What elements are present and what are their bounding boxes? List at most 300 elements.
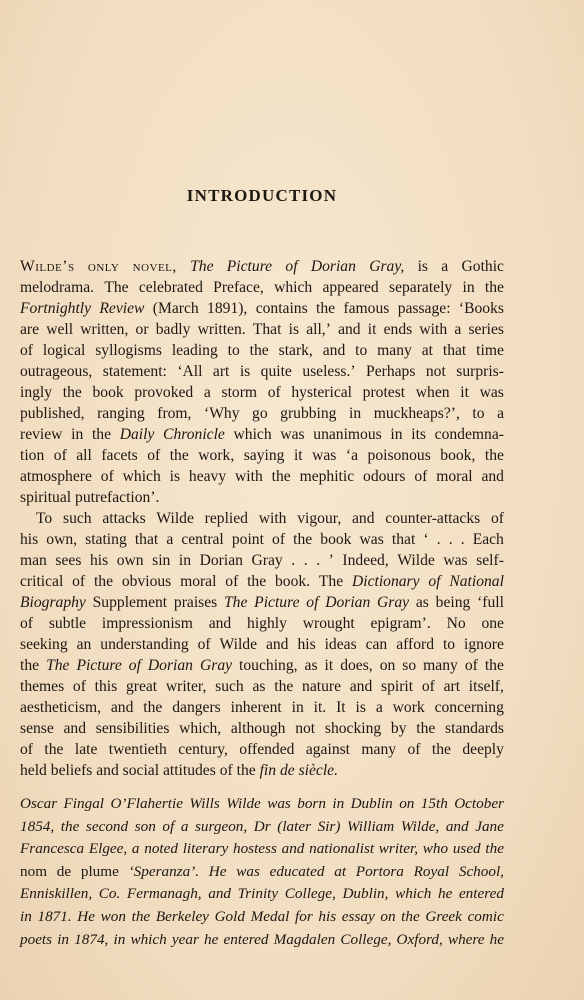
word: it — [293, 447, 303, 464]
word: Wilde — [397, 552, 435, 569]
text-line — [20, 340, 504, 361]
word: that — [134, 531, 159, 548]
word: the — [60, 817, 80, 835]
word: moral — [436, 468, 473, 485]
word: by — [390, 720, 407, 737]
word: College, — [340, 930, 392, 948]
word: essay — [341, 907, 375, 925]
word: subtle — [48, 615, 87, 632]
word: tion — [20, 447, 45, 464]
word: for — [295, 907, 313, 925]
word: Review — [99, 300, 145, 317]
word: He — [208, 862, 227, 880]
word: ingly — [20, 384, 53, 401]
word: ignore — [464, 636, 504, 653]
word: and — [208, 615, 232, 632]
text-line — [20, 298, 504, 319]
word: the — [20, 657, 40, 674]
word: Gothic — [461, 258, 504, 275]
word: its — [411, 426, 426, 443]
word: all — [76, 447, 92, 464]
word: in — [390, 426, 403, 443]
word: go — [252, 405, 268, 422]
word: Trinity — [237, 885, 279, 903]
word: many — [377, 342, 412, 359]
word: and — [208, 885, 231, 903]
word: sensibilities — [95, 720, 170, 737]
word: the — [293, 531, 313, 548]
word: twentieth — [108, 741, 167, 758]
text-line — [20, 445, 504, 466]
word: Fingal — [63, 795, 105, 812]
word: concerning — [434, 699, 504, 716]
word: standards — [445, 720, 504, 737]
text-line — [20, 529, 504, 550]
word: is — [355, 699, 366, 716]
word: That — [252, 321, 282, 338]
word: Gray — [199, 657, 233, 674]
word: poets — [20, 930, 53, 948]
word: all,’ — [306, 321, 331, 338]
word: The — [104, 279, 129, 296]
word: de — [279, 762, 295, 779]
word: the — [485, 840, 504, 858]
word: Magdalen — [273, 930, 336, 948]
word: being — [435, 594, 471, 611]
word: statement: — [102, 363, 167, 380]
word: odours — [363, 468, 406, 485]
word: . — [460, 531, 465, 548]
word: of — [197, 636, 211, 653]
word: it — [324, 657, 334, 674]
word: second — [85, 817, 129, 835]
word: (March — [152, 300, 199, 317]
word: when — [415, 384, 450, 401]
word: The — [190, 258, 214, 275]
word: The — [224, 594, 248, 611]
word: itself, — [468, 678, 504, 695]
word: is — [417, 258, 428, 275]
word: of — [464, 657, 478, 674]
word: Gray, — [369, 258, 405, 275]
word: book — [92, 384, 124, 401]
word: Portora — [355, 862, 404, 880]
word: sense — [20, 720, 54, 737]
word: Sir) — [317, 817, 341, 835]
word: Co. — [98, 885, 121, 903]
word: Elgee, — [88, 840, 128, 858]
word: siècle. — [298, 762, 338, 779]
word: from, — [157, 405, 192, 422]
word: Gray — [251, 552, 283, 569]
text-line — [20, 508, 504, 529]
word: Dorian — [147, 657, 193, 674]
word: famous — [343, 300, 390, 317]
word: sees — [55, 552, 82, 569]
word: the — [62, 384, 82, 401]
word: outrageous, — [20, 363, 93, 380]
word: against — [305, 741, 351, 758]
word: a — [166, 531, 174, 548]
word: which — [233, 426, 272, 443]
word: the — [271, 468, 291, 485]
word: badly — [155, 321, 191, 338]
word: spirit — [381, 678, 414, 695]
word: with — [235, 468, 263, 485]
word: counter-attacks — [385, 510, 481, 527]
word: the — [247, 573, 267, 590]
word: 1891), — [207, 300, 248, 317]
word: work — [392, 699, 425, 716]
word: great — [125, 678, 158, 695]
word: critical — [20, 573, 64, 590]
word: replied — [204, 510, 248, 527]
word: O’Flahertie — [110, 795, 183, 812]
text-line — [20, 838, 504, 861]
text-line — [20, 676, 504, 697]
word: Each — [472, 531, 504, 548]
word: seeking — [20, 636, 68, 653]
text-line — [20, 319, 504, 340]
word: appeared — [322, 279, 379, 296]
word: to — [442, 636, 456, 653]
text-line — [20, 816, 504, 839]
word: and — [352, 510, 375, 527]
word: he — [437, 885, 453, 903]
word: provoked — [134, 384, 194, 401]
word: nom — [20, 862, 48, 880]
word: . — [448, 531, 453, 548]
word: of — [162, 817, 175, 835]
paragraph-2 — [20, 508, 504, 781]
word: Dr — [253, 817, 271, 835]
word: the — [484, 279, 504, 296]
word: surpris- — [456, 363, 504, 380]
word: the — [401, 907, 420, 925]
word: noted — [144, 840, 178, 858]
author-biography — [20, 793, 504, 951]
word: Dublin — [350, 795, 393, 812]
word: ‘a — [345, 447, 359, 464]
word: Picture — [254, 594, 300, 611]
word: Oxford, — [396, 930, 443, 948]
word: to — [227, 342, 240, 359]
word: plume — [80, 862, 119, 880]
word: Dictionary — [351, 573, 420, 590]
word: such — [215, 678, 244, 695]
word: the — [249, 342, 269, 359]
word: Enniskillen, — [20, 885, 93, 903]
word: series — [468, 321, 504, 338]
word: ‘All — [177, 363, 203, 380]
word: on — [399, 795, 415, 812]
word: Gold — [214, 907, 245, 925]
word: The — [318, 573, 344, 590]
word: he — [204, 930, 219, 948]
word: Dorian — [199, 552, 243, 569]
word: work, — [198, 447, 235, 464]
text-line — [20, 718, 504, 739]
word: October — [454, 795, 504, 812]
word: of — [20, 741, 33, 758]
word: as — [304, 657, 318, 674]
text-line — [20, 466, 504, 487]
word: Wilde — [219, 636, 258, 653]
word: Perhaps — [366, 363, 416, 380]
paragraph-1 — [20, 256, 504, 508]
word: of — [225, 573, 239, 590]
word: highly — [247, 615, 287, 632]
word: literary — [182, 840, 229, 858]
word: ends — [383, 321, 413, 338]
word: in — [113, 930, 126, 948]
word: ‘Speranza’. — [128, 862, 200, 880]
word: attacks — [102, 510, 146, 527]
word: the — [316, 300, 336, 317]
word: hostess — [232, 840, 277, 858]
word: stark, — [278, 342, 313, 359]
word: which, — [179, 720, 222, 737]
word: Indeed, — [342, 552, 389, 569]
word: To — [36, 510, 53, 527]
word: at — [421, 342, 433, 359]
word: was — [236, 862, 260, 880]
word: muckheaps?’, — [373, 405, 460, 422]
word: of — [267, 384, 281, 401]
word: can — [365, 636, 388, 653]
word: . — [303, 552, 308, 569]
word: He — [77, 907, 95, 925]
word: and — [338, 321, 361, 338]
word: Greek — [425, 907, 462, 925]
text-line — [20, 613, 504, 634]
word: the — [44, 741, 64, 758]
word: Dorian — [325, 594, 371, 611]
word: he — [489, 930, 504, 948]
word: ‘ — [423, 531, 429, 548]
word: themes — [20, 678, 65, 695]
text-line — [20, 906, 504, 929]
word: Berkeley — [155, 907, 209, 925]
space — [159, 487, 163, 508]
word: of — [20, 342, 33, 359]
word: on — [379, 657, 396, 674]
word: Royal — [413, 862, 450, 880]
word: . — [316, 552, 321, 569]
word: understanding — [100, 636, 189, 653]
word: a — [375, 699, 383, 716]
word: it — [367, 321, 377, 338]
word: a — [131, 840, 140, 858]
intro-body — [20, 256, 504, 781]
word: it — [460, 384, 469, 401]
word: ‘Books — [458, 300, 504, 317]
word: School, — [458, 862, 504, 880]
word: the — [131, 907, 151, 925]
word: this — [94, 678, 118, 695]
word: the — [431, 741, 451, 758]
word: Biography — [20, 594, 86, 611]
word: his — [89, 552, 109, 569]
word: book, — [440, 447, 476, 464]
word: or — [135, 321, 149, 338]
word: and — [322, 342, 346, 359]
word: vigour, — [297, 510, 342, 527]
text-line — [20, 256, 504, 277]
word: the — [143, 699, 163, 716]
word: ranging — [97, 405, 145, 422]
word: well — [46, 321, 74, 338]
word: comic — [467, 907, 504, 925]
word: offended — [239, 741, 295, 758]
word: the — [91, 426, 112, 443]
word: condemna- — [434, 426, 504, 443]
word: of — [414, 468, 428, 485]
text-line — [20, 883, 504, 906]
word: in — [462, 279, 475, 296]
word: putrefaction’. — [75, 489, 160, 506]
text-line — [20, 655, 504, 676]
text-line — [20, 739, 504, 760]
word: of — [421, 678, 435, 695]
word: his — [20, 531, 39, 548]
word: Wilde, — [400, 817, 440, 835]
text-line — [20, 929, 504, 952]
word: nature — [302, 678, 342, 695]
word: fin — [259, 762, 277, 779]
word: a — [203, 384, 211, 401]
book-page — [20, 0, 504, 1000]
word: Supplement — [92, 594, 168, 611]
word: ideas — [324, 636, 357, 653]
word: passage: — [397, 300, 451, 317]
word: such — [63, 510, 92, 527]
word: it. — [313, 699, 327, 716]
word: moral — [180, 573, 217, 590]
word: time — [476, 342, 504, 359]
word: published, — [20, 405, 85, 422]
text-line — [20, 592, 504, 613]
word: It — [336, 699, 346, 716]
word: and — [265, 636, 289, 653]
word: impressionism — [101, 615, 193, 632]
word: useless.’ — [302, 363, 356, 380]
word: that — [391, 531, 416, 548]
word: storm — [221, 384, 258, 401]
word: of — [490, 510, 504, 527]
word: in — [178, 552, 192, 569]
word: poisonous — [367, 447, 431, 464]
word: inherent — [230, 699, 282, 716]
word: self- — [476, 552, 504, 569]
text-line — [20, 571, 504, 592]
word: a — [441, 258, 449, 275]
word: of — [285, 258, 298, 275]
word: in — [332, 795, 345, 812]
word: touching, — [239, 657, 298, 674]
word: Preface, — [213, 279, 264, 296]
word: stating — [85, 531, 127, 548]
word: (later — [277, 817, 312, 835]
word: Picture — [226, 258, 273, 275]
word: in — [20, 907, 32, 925]
word: melodrama. — [20, 279, 95, 296]
word: shocking — [324, 720, 382, 737]
word: a — [497, 405, 504, 422]
word: and — [281, 840, 305, 858]
word: is — [288, 321, 300, 338]
word: of — [407, 741, 421, 758]
word: the — [93, 573, 114, 590]
word: the — [236, 762, 256, 779]
word: that — [442, 342, 467, 359]
word: man — [20, 552, 47, 569]
word: the — [169, 447, 189, 464]
word: Fortnightly — [20, 300, 92, 317]
word: entered — [223, 930, 269, 948]
word: are — [20, 321, 40, 338]
word: Francesca — [20, 840, 85, 858]
word: in — [57, 930, 70, 948]
word: nationalist — [309, 840, 375, 858]
word: Dublin, — [342, 885, 389, 903]
word: . — [436, 531, 441, 548]
word: writer, — [165, 678, 207, 695]
word: of — [219, 762, 233, 779]
word: atmosphere — [20, 468, 92, 485]
word: of — [428, 573, 441, 590]
word: although — [230, 720, 286, 737]
word: separately — [389, 279, 453, 296]
word: not — [425, 363, 446, 380]
word: own — [116, 552, 144, 569]
word: social — [122, 762, 160, 779]
text-line — [20, 403, 504, 424]
word: a — [454, 321, 462, 338]
text-line — [20, 634, 504, 655]
word: Daily — [119, 426, 155, 443]
word: ’ — [328, 552, 334, 569]
word: attitudes — [162, 762, 216, 779]
word: born — [297, 795, 326, 812]
word: an — [76, 636, 92, 653]
word: the — [484, 657, 504, 674]
word: does, — [340, 657, 373, 674]
word: Jane — [475, 817, 504, 835]
word: 15th — [420, 795, 448, 812]
word: year — [171, 930, 199, 948]
word: ‘Why — [204, 405, 240, 422]
word: with — [419, 321, 448, 338]
word: Medal — [250, 907, 290, 925]
word: obvious — [121, 573, 172, 590]
word: where — [447, 930, 485, 948]
word: used — [452, 840, 481, 858]
word: and — [110, 699, 134, 716]
text-line — [20, 760, 504, 781]
word: book — [320, 531, 352, 548]
word: No — [446, 615, 466, 632]
word: of — [20, 615, 33, 632]
word: late — [74, 741, 98, 758]
word: epigram’. — [370, 615, 431, 632]
word: written, — [80, 321, 129, 338]
page-title: INTRODUCTION — [186, 186, 338, 205]
word: Wilde — [156, 510, 194, 527]
word: The — [46, 657, 70, 674]
word: deeply — [462, 741, 504, 758]
word: written. — [197, 321, 246, 338]
